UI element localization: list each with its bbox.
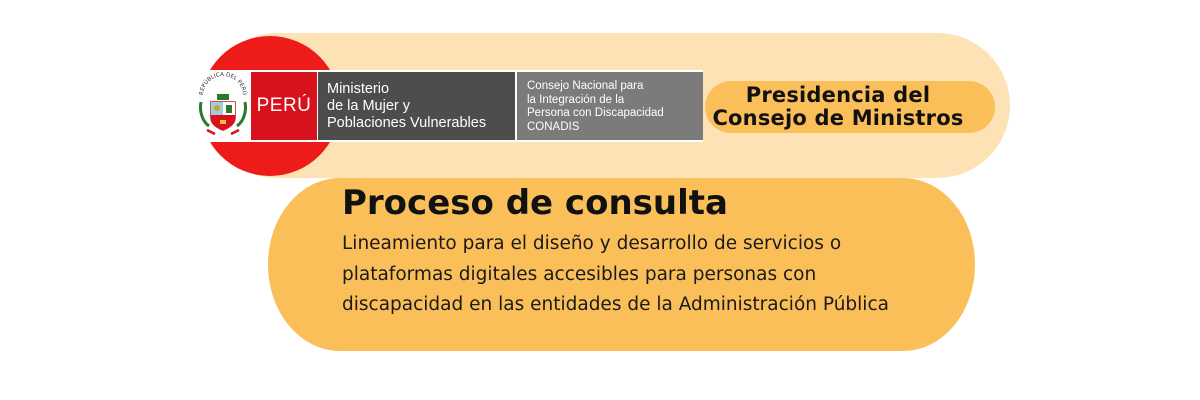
- pcm-title-line-2: Consejo de Ministros: [712, 106, 964, 130]
- pcm-title: [700, 84, 976, 130]
- consulta-description: Lineamiento para el diseño y desarrollo de servicios o plataformas digitales accesibles para personas con discapacidad en las entidades de la Administración Pública: [342, 233, 889, 315]
- peru-label: PERÚ: [251, 72, 317, 140]
- ministry-line-3: Poblaciones Vulnerables: [327, 115, 487, 131]
- svg-text:REPÚBLICA DEL PERÚ: REPÚBLICA DEL PERÚ: [198, 72, 248, 96]
- ministry-line-1: Ministerio: [327, 81, 390, 97]
- consulta-title: Proceso de consulta: [342, 183, 728, 223]
- government-logo-strip: [197, 70, 703, 142]
- ministry-line-2: de la Mujer y: [327, 98, 411, 114]
- council-line-4: CONADIS: [527, 120, 580, 133]
- coat-of-arms-icon: [197, 72, 249, 140]
- ministry-name: [318, 72, 515, 140]
- council-name: [517, 72, 703, 140]
- council-line-1: Consejo Nacional para: [527, 80, 644, 92]
- council-line-2: la Integración de la: [527, 93, 625, 106]
- council-line-3: Persona con Discapacidad: [527, 107, 664, 119]
- pcm-title-line-1: Presidencia del: [745, 83, 931, 107]
